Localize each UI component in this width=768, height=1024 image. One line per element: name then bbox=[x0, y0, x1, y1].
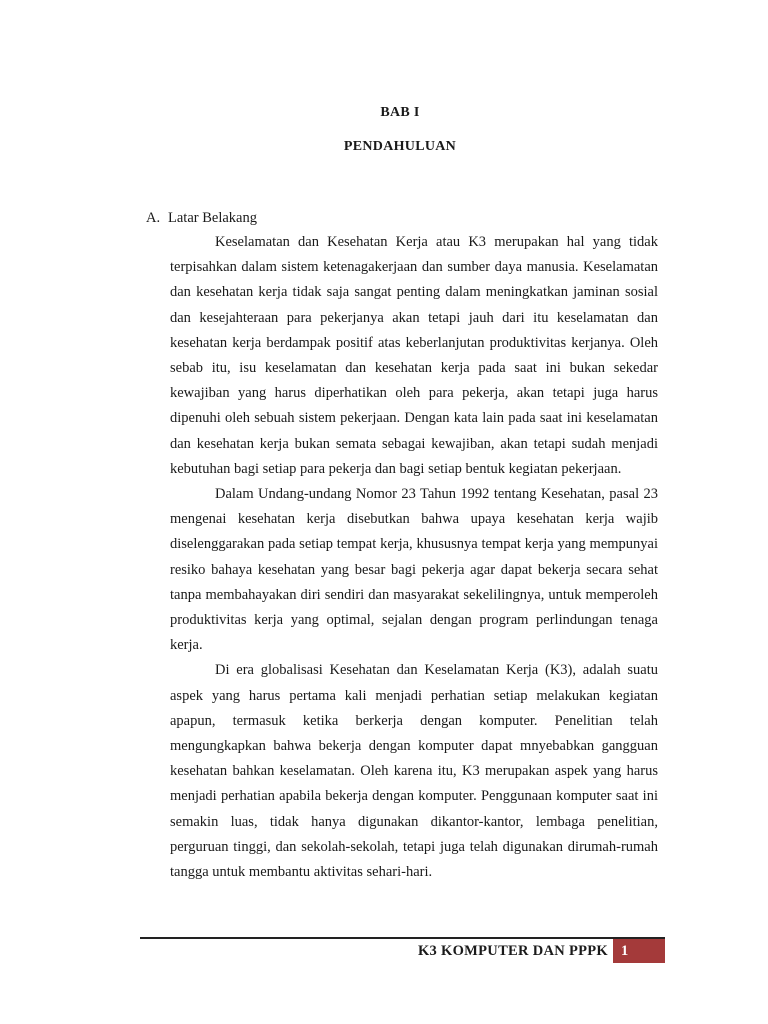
paragraph: Dalam Undang-undang Nomor 23 Tahun 1992 tentang Kesehatan, pasal 23 mengenai kesehatan kerja disebutkan bahwa upaya kesehatan kerja wajib diselenggarakan pada setiap tempat kerja, khususnya tempat kerja yang mempunyai resiko bahaya kesehatan yang besar bagi pekerja agar dapat bekerja secara sehat tanpa membahayakan diri sendiri dan masyarakat sekelilingnya, untuk memperoleh produktivitas kerja yang optimal, sejalan dengan program perlindungan tenaga kerja. bbox=[170, 486, 658, 654]
chapter-number: BAB I bbox=[380, 105, 420, 120]
footer-divider bbox=[140, 937, 665, 939]
body-text bbox=[170, 230, 658, 885]
paragraph: Keselamatan dan Kesehatan Kerja atau K3 merupakan hal yang tidak terpisahkan dalam sistem ketenagakerjaan dan sumber daya manusia. Keselamatan dan kesehatan kerja tidak saja sangat penting dalam meningkatkan jaminan sosial dan kesejahteraan para pekerjanya akan tetapi jauh dari itu keselamatan dan kesehatan kerja berdampak positif atas keberlanjutan produktivitas kerjanya. Oleh sebab itu, isu keselamatan dan kesehatan kerja pada saat ini bukan sekedar kewajiban yang harus diperhatikan oleh para pekerja, akan tetapi juga harus dipenuhi oleh sebuah sistem pekerjaan. Dengan kata lain pada saat ini keselamatan dan kesehatan kerja bukan semata sebagai kewajiban, akan tetapi sudah menjadi kebutuhan bagi setiap para pekerja dan bagi setiap bentuk kegiatan pekerjaan. bbox=[170, 234, 658, 477]
section-heading bbox=[146, 208, 257, 228]
section-title: Latar Belakang bbox=[168, 210, 257, 226]
footer-title: K3 KOMPUTER DAN PPPK bbox=[417, 943, 608, 959]
chapter-title: PENDAHULUAN bbox=[343, 139, 457, 154]
section-letter: A. bbox=[146, 210, 161, 226]
paragraph: Di era globalisasi Kesehatan dan Keselamatan Kerja (K3), adalah suatu aspek yang harus pertama kali menjadi perhatian setiap melakukan kegiatan apapun, termasuk ketika berkerja dengan komputer. Penelitian telah mengungkapkan bahwa bekerja dengan komputer dapat mnyebabkan gangguan kesehatan bahkan keselamatan. Oleh karena itu, K3 merupakan aspek yang harus menjadi perhatian apabila bekerja dengan komputer. Penggunaan komputer saat ini semakin luas, tidak hanya digunakan dikantor-kantor, lembaga penelitian, perguruan tinggi, dan sekolah-sekolah, tetapi juga telah digunakan dirumah-rumah tangga untuk membantu aktivitas sehari-hari. bbox=[170, 662, 658, 881]
page-number-badge: 1 bbox=[613, 939, 665, 963]
